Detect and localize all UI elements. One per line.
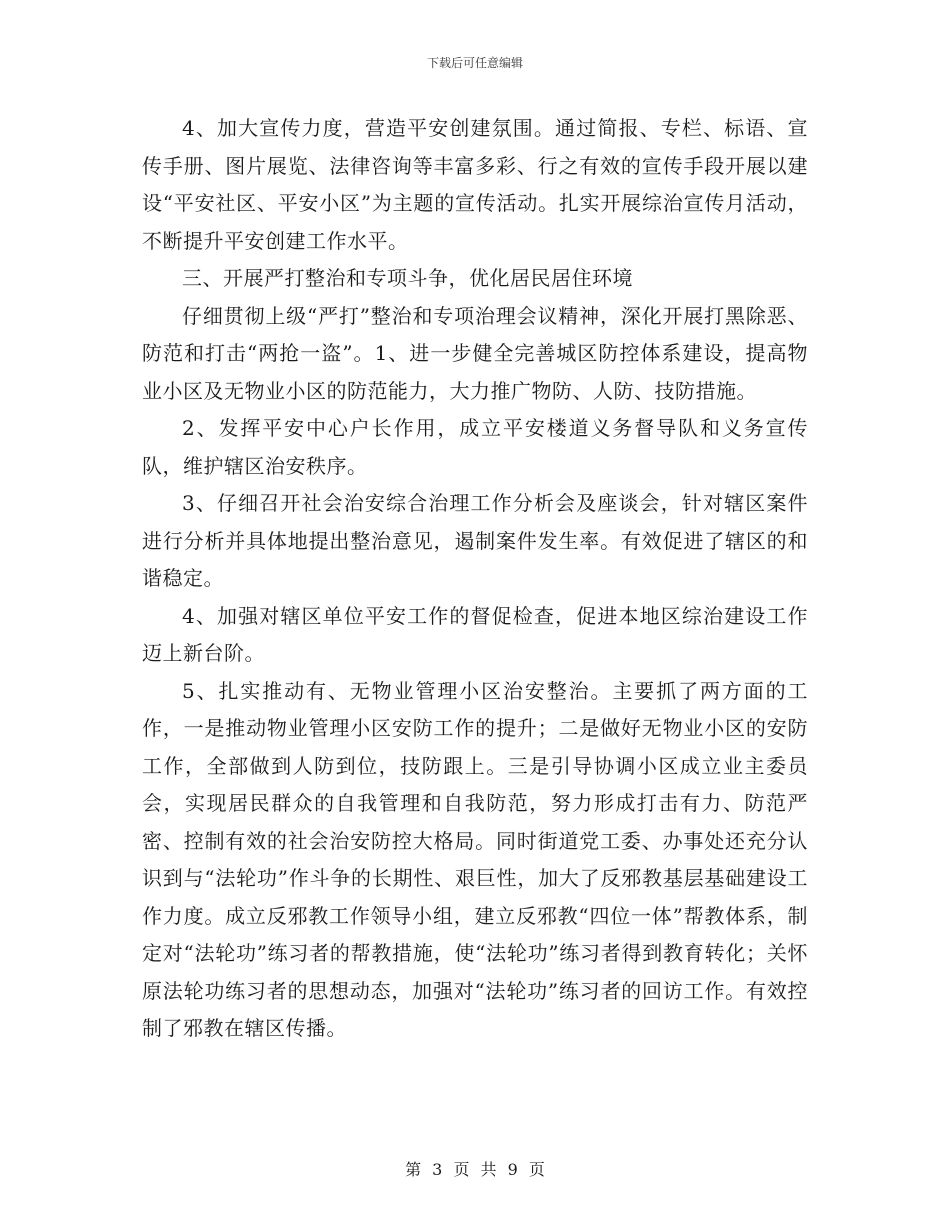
page-header: 下载后可任意编辑	[426, 56, 523, 70]
paragraph-analysis-meeting: 3、仔细召开社会治安综合治理工作分析会及座谈会，针对辖区案件进行分析并具体地提出整治意见，遏制案件发生率。有效促进了辖区的和谐稳定。	[142, 491, 808, 590]
paragraph-publicity: 4、加大宣传力度，营造平安创建氛围。通过简报、专栏、标语、宣传手册、图片展览、法律咨询等丰富多彩、行之有效的宣传手段开展以建设“平安社区、平安小区”为主题的宣传活动。扎实开展综治宣传月活动，不断提升平安创建工作水平。	[142, 116, 808, 253]
paragraph-household-heads: 2、发挥平安中心户长作用，成立平安楼道义务督导队和义务宣传队，维护辖区治安秩序。	[142, 416, 808, 478]
section-heading-3: 三、开展严打整治和专项斗争，优化居民居住环境	[182, 266, 633, 290]
paragraph-strike-hard: 仔细贯彻上级“严打”整治和专项治理会议精神，深化开展打黑除恶、防范和打击“两抢一盗”。1、进一步健全完善城区防控体系建设，提高物业小区及无物业小区的防范能力，大力推广物防、人防、技防措施。	[142, 303, 808, 403]
paragraph-inspection: 4、加强对辖区单位平安工作的督促检查，促进本地区综治建设工作迈上新台阶。	[142, 603, 808, 665]
paragraph-property-management: 5、扎实推动有、无物业管理小区治安整治。主要抓了两方面的工作，一是推动物业管理小区安防工作的提升；二是做好无物业小区的安防工作，全部做到人防到位，技防跟上。三是引导协调小区成立业主委员会，实现居民群众的自我管理和自我防范，努力形成打击有力、防范严密、控制有效的社会治安防控大格局。同时街道党工委、办事处还充分认识到与“法轮功”作斗争的长期性、艰巨性，加大了反邪教基层基础建设工作力度。成立反邪教工作领导小组，建立反邪教“四位一体”帮教体系，制定对“法轮功”练习者的帮教措施，使“法轮功”练习者得到教育转化；关怀原法轮功练习者的思想动态，加强对“法轮功”练习者的回访工作。有效控制了邪教在辖区传播。	[142, 678, 808, 1040]
document-body	[142, 110, 808, 1048]
page-number: 第 3 页 共 9 页	[405, 1160, 545, 1179]
